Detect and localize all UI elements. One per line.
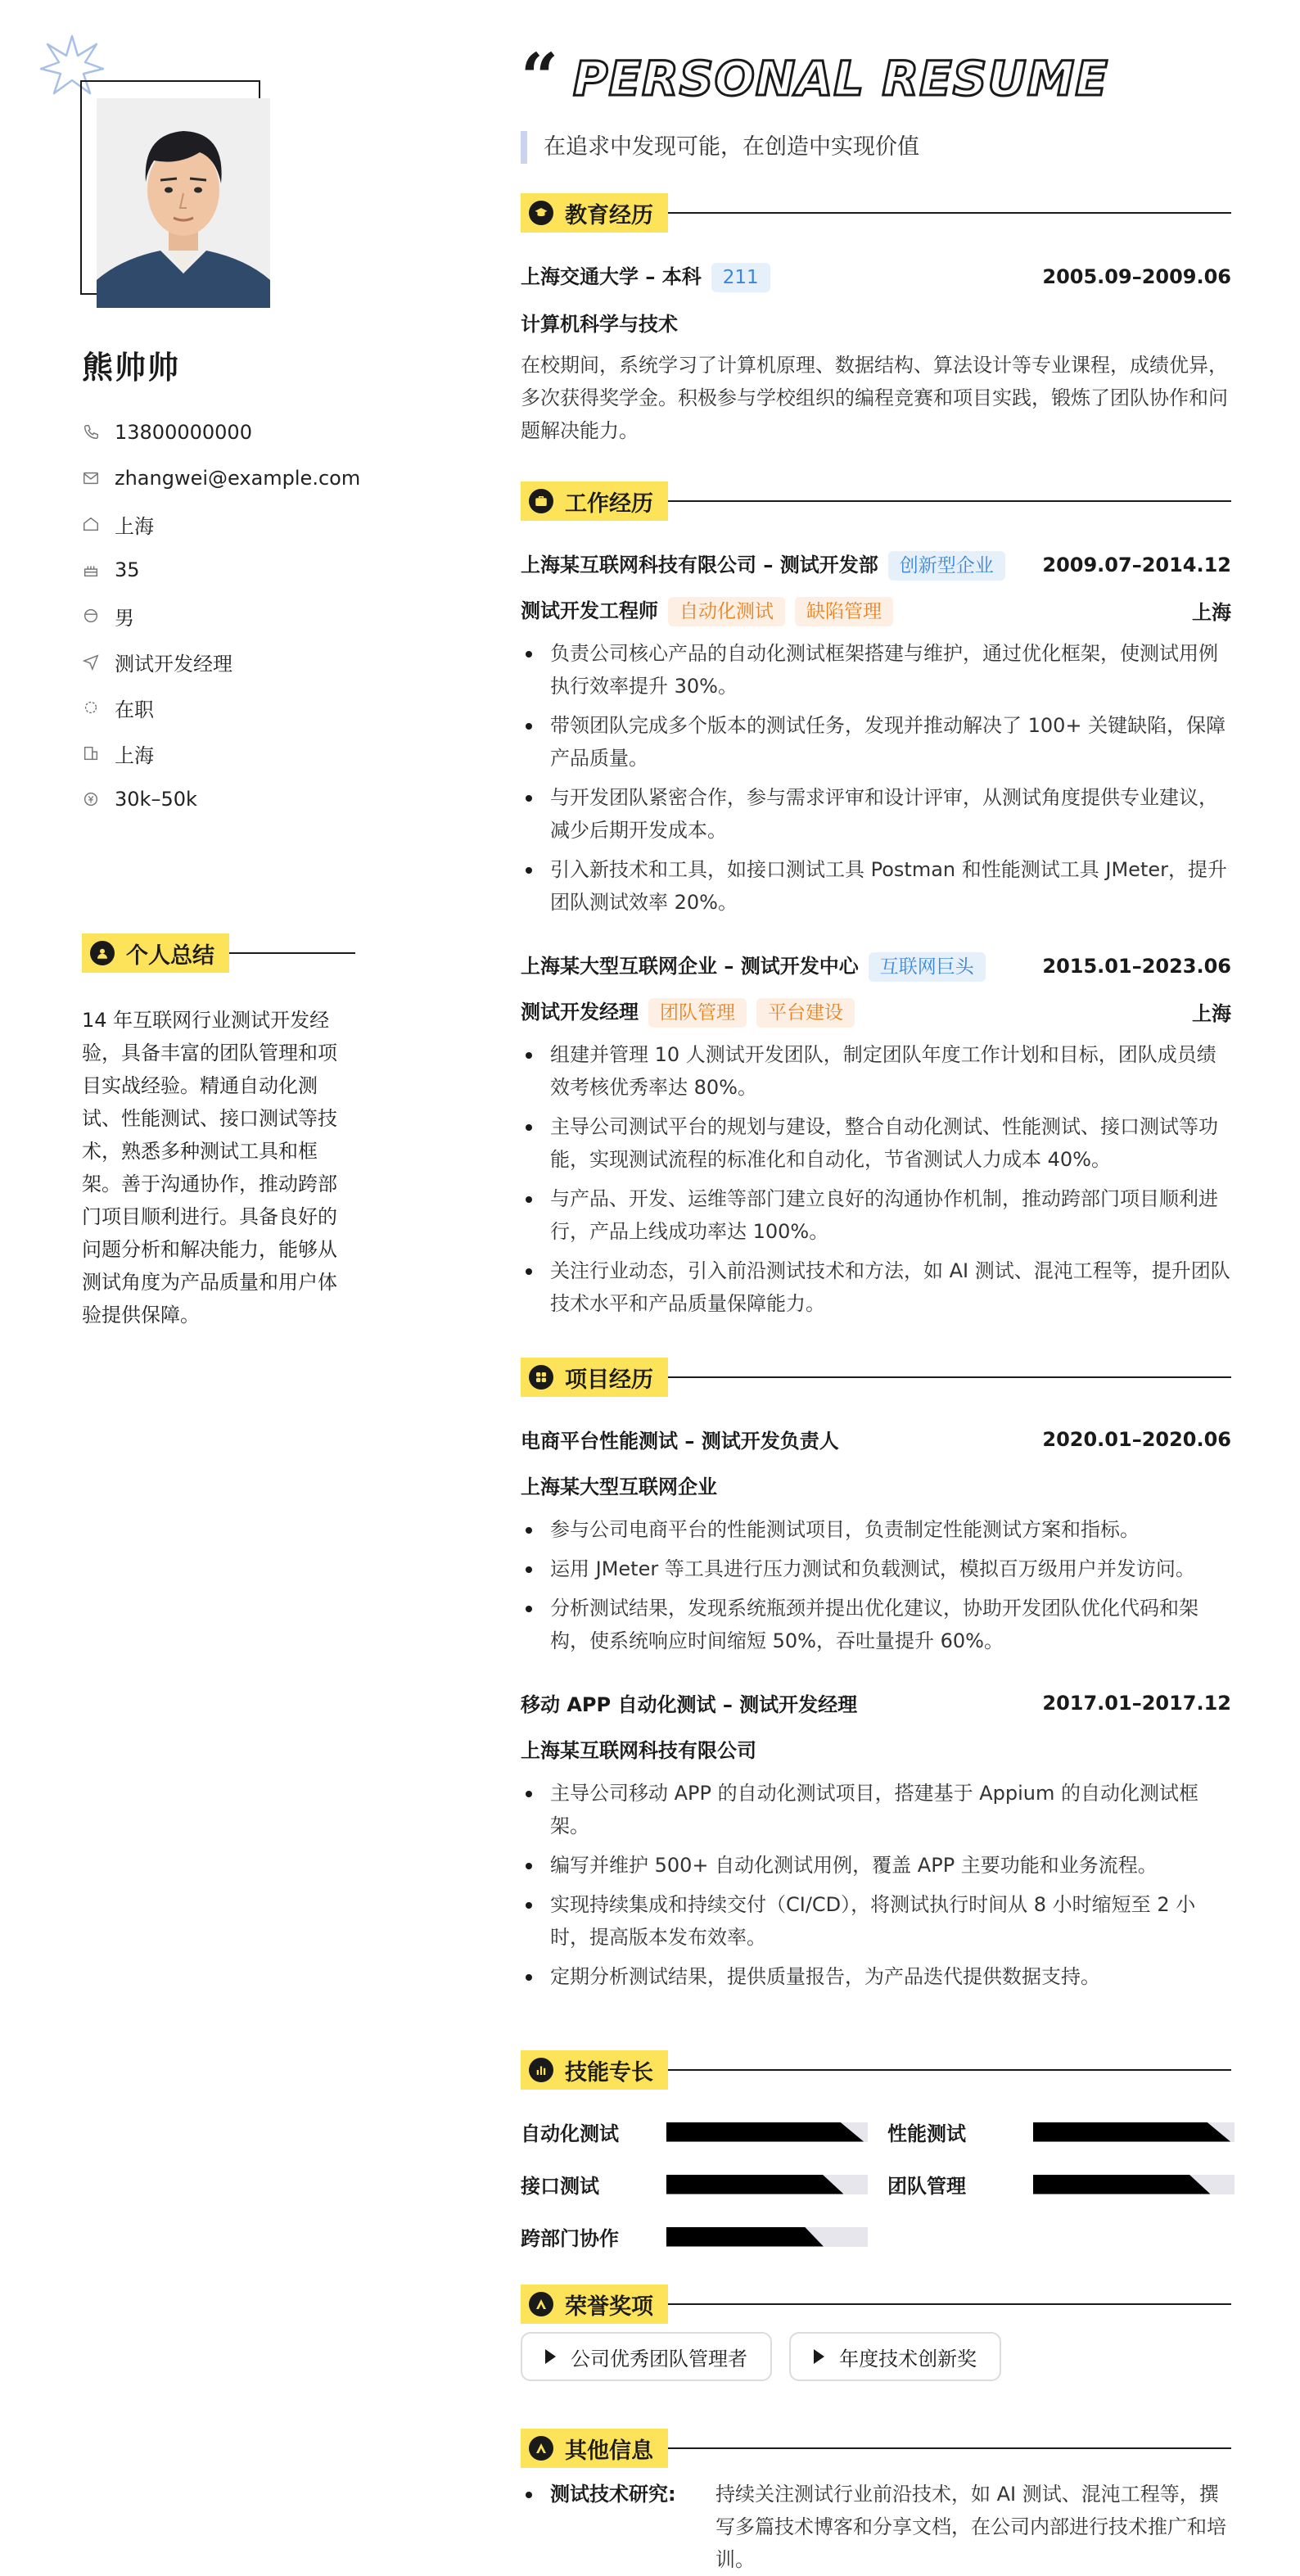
- section-title: 荣誉奖项: [565, 2294, 653, 2320]
- info-text: 测试开发经理: [115, 652, 232, 676]
- info-text: 35: [115, 558, 140, 581]
- education-desc: 在校期间，系统学习了计算机原理、数据结构、算法设计等专业课程，成绩优异，多次获得奖学金。积极参与学校组织的编程竞赛和项目实践，锻炼了团队协作和问题解决能力。: [521, 354, 1228, 442]
- salary-icon: [82, 790, 100, 808]
- job-1-role-row: [521, 594, 1231, 626]
- info-row-status: [82, 685, 352, 730]
- skill-row: [887, 2117, 1235, 2146]
- education-section-header: [521, 193, 1231, 233]
- list-item: 实现持续集成和持续交付（CI/CD），将测试执行时间从 8 小时缩短至 2 小时，提高版本发布效率。: [521, 1888, 1231, 1954]
- role-tag: 自动化测试: [668, 597, 785, 626]
- info-row-email: [82, 455, 361, 501]
- info-text: 上海: [115, 514, 154, 538]
- gender-icon: [82, 607, 100, 625]
- job-1-header: [521, 549, 1231, 581]
- summary-section-header: [82, 933, 355, 973]
- company-name: 上海某互联网科技有限公司 – 测试开发部: [521, 554, 878, 576]
- grid-icon: [529, 1365, 553, 1390]
- status-icon: [82, 698, 100, 716]
- subtitle-accent-bar: [521, 131, 527, 164]
- skills-section-header: [521, 2050, 1231, 2090]
- project-date: 2017.01–2017.12: [1042, 1691, 1231, 1715]
- list-item: 运用 JMeter 等工具进行压力测试和负载测试，模拟百万级用户并发访问。: [521, 1552, 1231, 1585]
- project-2-bullets: [521, 1777, 1231, 2000]
- skill-bar: [1033, 2175, 1235, 2194]
- company-name: 上海某大型互联网企业 – 测试开发中心: [521, 955, 859, 978]
- skill-bar: [666, 2227, 868, 2247]
- skill-bar: [666, 2175, 868, 2194]
- skill-fill: [666, 2227, 824, 2247]
- person-name: 熊帅帅: [82, 350, 181, 386]
- award-icon: [529, 2436, 553, 2461]
- work-section-header: [521, 481, 1231, 521]
- play-icon: [814, 2349, 824, 2364]
- info-row-city: [82, 730, 352, 776]
- info-text: 13800000000: [115, 421, 252, 444]
- skill-fill: [1033, 2175, 1210, 2194]
- list-item: 参与公司电商平台的性能测试项目，负责制定性能测试方案和指标。: [521, 1513, 1231, 1546]
- skill-name: 团队管理: [887, 2175, 966, 2198]
- list-item: 与产品、开发、运维等部门建立良好的沟通协作机制，推动跨部门项目顺利进行，产品上线成功率达 100%。: [521, 1182, 1231, 1248]
- list-item: 负责公司核心产品的自动化测试框架搭建与维护，通过优化框架，使测试用例执行效率提升 30%。: [521, 637, 1231, 703]
- skill-bar: [1033, 2122, 1235, 2142]
- skill-fill: [1033, 2122, 1230, 2142]
- skill-row: [521, 2170, 868, 2199]
- section-title: 教育经历: [565, 202, 653, 228]
- skill-bar: [666, 2122, 868, 2142]
- info-row-salary: [82, 776, 352, 822]
- briefcase-icon: [529, 489, 553, 513]
- bar-chart-icon: [529, 2058, 553, 2082]
- quote-mark-icon: “: [521, 38, 559, 115]
- section-rule: [229, 952, 355, 954]
- education-date: 2005.09–2009.06: [1042, 264, 1231, 288]
- section-title: 其他信息: [565, 2438, 653, 2464]
- other-section-header: [521, 2429, 1231, 2468]
- section-title: 个人总结: [126, 942, 214, 969]
- list-item: 组建并管理 10 人测试开发团队，制定团队年度工作计划和目标，团队成员绩效考核优秀率达 80%。: [521, 1038, 1231, 1104]
- info-text: 上海: [115, 743, 154, 767]
- skill-name: 跨部门协作: [521, 2227, 619, 2250]
- job-2-header: [521, 950, 1231, 982]
- list-item: 定期分析测试结果，提供质量报告，为产品迭代提供数据支持。: [521, 1960, 1231, 1993]
- skill-row: [521, 2222, 868, 2251]
- school-name: 上海交通大学 – 本科: [521, 265, 702, 288]
- skill-name: 自动化测试: [521, 2122, 619, 2145]
- company-tag: 互联网巨头: [869, 952, 986, 982]
- list-item: 主导公司移动 APP 的自动化测试项目，搭建基于 Appium 的自动化测试框架。: [521, 1777, 1231, 1842]
- project-name: 移动 APP 自动化测试 – 测试开发经理: [521, 1693, 858, 1716]
- info-text: 男: [115, 606, 134, 630]
- info-row-gender: [82, 593, 352, 639]
- avatar-photo: [97, 98, 270, 308]
- project-name: 电商平台性能测试 – 测试开发负责人: [521, 1430, 839, 1453]
- list-item: 主导公司测试平台的规划与建设，整合自动化测试、性能测试、接口测试等功能，实现测试流程的标准化和自动化，节省测试人力成本 40%。: [521, 1110, 1231, 1176]
- info-row-location: [82, 501, 352, 547]
- skill-name: 接口测试: [521, 2175, 599, 2198]
- home-icon: [82, 515, 100, 533]
- awards-section-header: [521, 2285, 1231, 2324]
- list-item: 编写并维护 500+ 自动化测试用例，覆盖 APP 主要功能和业务流程。: [521, 1849, 1231, 1882]
- awards-list: [521, 2332, 1231, 2381]
- summary-text: 14 年互联网行业测试开发经验，具备丰富的团队管理和项目实战经验。精通自动化测试、性能测试、接口测试等技术，熟悉多种测试工具和框架。善于沟通协作，推动跨部门项目顺利进行。具备良好的问题分析和解决能力，能够从测试角度为产品质量和用户体验提供保障。: [82, 1009, 337, 1326]
- bullet-dot: [526, 2492, 532, 2498]
- graduation-cap-icon: [529, 201, 553, 225]
- projects-section-header: [521, 1358, 1231, 1397]
- list-item: 带领团队完成多个版本的测试任务，发现并推动解决了 100+ 关键缺陷，保障产品质量。: [521, 709, 1231, 775]
- other-label: 测试技术研究:: [550, 2483, 676, 2506]
- job-date: 2009.07–2014.12: [1042, 553, 1231, 576]
- role-tag: 平台建设: [756, 998, 855, 1028]
- info-text: 在职: [115, 698, 154, 721]
- skill-name: 性能测试: [887, 2122, 966, 2145]
- mail-icon: [82, 469, 100, 487]
- info-row-position: [82, 639, 352, 685]
- award-icon: [529, 2292, 553, 2316]
- skill-fill: [666, 2175, 843, 2194]
- school-tag: 211: [711, 263, 770, 292]
- education-major: 计算机科学与技术: [521, 313, 678, 336]
- building-icon: [82, 744, 100, 762]
- info-row-age: [82, 547, 352, 593]
- info-text: 30k–50k: [115, 788, 197, 811]
- job-2-role-row: [521, 996, 1231, 1028]
- project-2-header: [521, 1688, 1231, 1717]
- contact-info-list: [82, 409, 361, 822]
- phone-icon: [82, 423, 100, 441]
- user-icon: [90, 941, 115, 965]
- role-tag: 缺陷管理: [795, 597, 893, 626]
- subtitle: 在追求中发现可能，在创造中实现价值: [544, 134, 919, 160]
- section-title: 项目经历: [565, 1367, 653, 1393]
- list-item: 关注行业动态，引入前沿测试技术和方法，如 AI 测试、混沌工程等，提升团队技术水平和产品质量保障能力。: [521, 1254, 1231, 1320]
- job-date: 2015.01–2023.06: [1042, 954, 1231, 978]
- job-role: 测试开发工程师: [521, 599, 658, 622]
- education-header-row: [521, 260, 1231, 292]
- list-item: 与开发团队紧密合作，参与需求评审和设计评审，从测试角度提供专业建议，减少后期开发成本。: [521, 781, 1231, 847]
- list-item: 引入新技术和工具，如接口测试工具 Postman 和性能测试工具 JMeter，提升团队测试效率 20%。: [521, 853, 1231, 919]
- company-tag: 创新型企业: [888, 551, 1005, 581]
- project-org: 上海某互联网科技有限公司: [521, 1739, 756, 1762]
- other-text: 持续关注测试行业前沿技术，如 AI 测试、混沌工程等，撰写多篇技术博客和分享文档，在公司内部进行技术推广和培训。: [715, 2483, 1226, 2571]
- job-city: 上海: [1192, 1002, 1231, 1025]
- other-item: [521, 2478, 1231, 2576]
- job-city: 上海: [1192, 601, 1231, 624]
- role-tag: 团队管理: [648, 998, 747, 1028]
- award-badge: 公司优秀团队管理者: [521, 2332, 772, 2381]
- job-2-bullets: [521, 1038, 1231, 1326]
- skill-row: [887, 2170, 1235, 2199]
- play-icon: [545, 2349, 556, 2364]
- project-1-bullets: [521, 1513, 1231, 1664]
- project-1-header: [521, 1425, 1231, 1453]
- info-text: zhangwei@example.com: [115, 467, 361, 490]
- info-row-phone: [82, 409, 352, 455]
- send-icon: [82, 653, 100, 671]
- list-item: 分析测试结果，发现系统瓶颈并提出优化建议，协助开发团队优化代码和架构，使系统响应时间缩短 50%，吞吐量提升 60%。: [521, 1592, 1231, 1657]
- award-badge: 年度技术创新奖: [789, 2332, 1001, 2381]
- skill-row: [521, 2117, 868, 2146]
- banner-title: PERSONAL RESUME: [573, 51, 1108, 106]
- project-date: 2020.01–2020.06: [1042, 1427, 1231, 1451]
- section-title: 工作经历: [565, 490, 653, 517]
- job-role: 测试开发经理: [521, 1001, 639, 1024]
- job-1-bullets: [521, 637, 1231, 925]
- cake-icon: [82, 561, 100, 579]
- skill-fill: [666, 2122, 864, 2142]
- project-org: 上海某大型互联网企业: [521, 1476, 717, 1498]
- section-title: 技能专长: [565, 2059, 653, 2086]
